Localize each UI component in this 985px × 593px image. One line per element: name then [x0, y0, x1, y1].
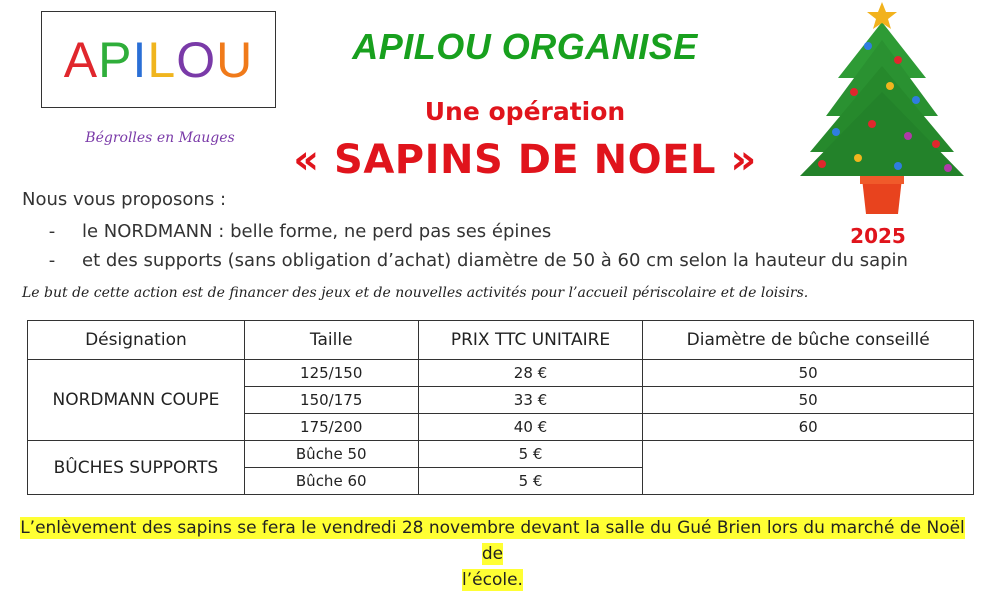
list-item — [22, 217, 908, 246]
diametre-cell: 50 — [643, 360, 974, 387]
table-header-row — [28, 321, 974, 360]
taille-cell: Bûche 60 — [244, 468, 418, 495]
intro-text: Nous vous proposons : — [22, 189, 227, 210]
designation-cell: BÛCHES SUPPORTS — [28, 441, 245, 495]
logo-letter: L — [147, 31, 177, 88]
list-item-text: le NORDMANN : belle forme, ne perd pas ses épines — [82, 221, 552, 242]
price-table — [27, 320, 974, 495]
year-label: 2025 — [850, 224, 906, 248]
taille-cell: Bûche 50 — [244, 441, 418, 468]
designation-cell: NORDMANN COUPE — [28, 360, 245, 441]
apilou-logo — [41, 11, 276, 108]
logo-letter: P — [98, 31, 133, 88]
org-title: APILOU ORGANISE — [352, 26, 698, 67]
taille-cell: 125/150 — [244, 360, 418, 387]
taille-cell: 150/175 — [244, 387, 418, 414]
bullet-dash: - — [48, 250, 56, 271]
prix-cell: 40 € — [418, 414, 643, 441]
logo-letter: A — [63, 31, 99, 88]
taille-cell: 175/200 — [244, 414, 418, 441]
col-header-taille: Taille — [244, 321, 418, 360]
col-header-diametre: Diamètre de bûche conseillé — [643, 321, 974, 360]
list-item — [22, 246, 908, 275]
logo-letter: I — [132, 31, 148, 88]
pickup-notice — [20, 515, 965, 593]
pickup-line-1: L’enlèvement des sapins se fera le vendredi 28 novembre devant la salle du Gué Brien lors du marché de Noël de — [20, 518, 965, 564]
goal-text: Le but de cette action est de financer des jeux et de nouvelles activités pour l’accueil périscolaire et de loisirs. — [22, 285, 809, 301]
logo-letter: O — [176, 31, 217, 88]
col-header-prix: PRIX TTC UNITAIRE — [418, 321, 643, 360]
prix-cell: 5 € — [418, 468, 643, 495]
offer-list — [22, 217, 908, 275]
pickup-line-2: l’école. — [462, 570, 523, 590]
table-row — [28, 360, 974, 387]
prix-cell: 5 € — [418, 441, 643, 468]
location-text: Bégrolles en Mauges — [85, 130, 235, 146]
list-item-text: et des supports (sans obligation d’achat) diamètre de 50 à 60 cm selon la hauteur du sapin — [82, 250, 908, 271]
diametre-cell: 50 — [643, 387, 974, 414]
diametre-cell: 60 — [643, 414, 974, 441]
col-header-designation: Désignation — [28, 321, 245, 360]
prix-cell: 28 € — [418, 360, 643, 387]
table-row — [28, 441, 974, 468]
christmas-tree-icon — [798, 0, 966, 218]
operation-subtitle: Une opération — [424, 97, 626, 126]
logo-letter: U — [216, 31, 254, 88]
prix-cell: 33 € — [418, 387, 643, 414]
operation-title: « SAPINS DE NOEL » — [293, 137, 757, 183]
bullet-dash: - — [48, 221, 56, 242]
diametre-cell-empty — [643, 441, 974, 495]
